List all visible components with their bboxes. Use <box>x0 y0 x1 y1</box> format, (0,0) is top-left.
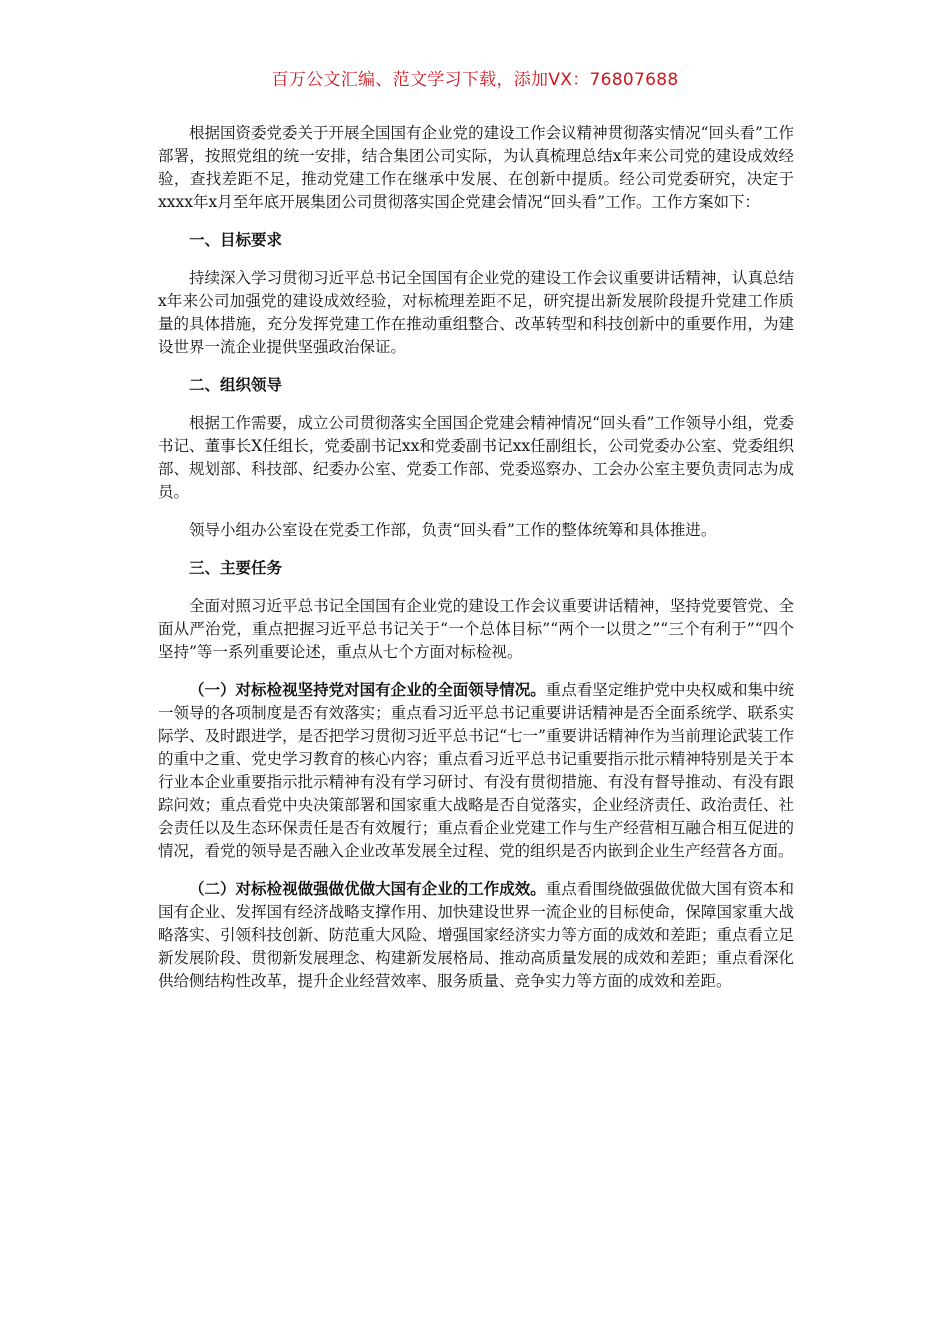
task-item-1-lead: （一）对标检视坚持党对国有企业的全面领导情况。 <box>189 681 546 699</box>
task-item-1-body: 重点看坚定维护党中央权威和集中统一领导的各项制度是否有效落实；重点看习近平总书记重要讲话精神是否全面系统学、联系实际学、及时跟进学，是否把学习贯彻习近平总书记“七一”重要讲话精神作为当前理论武装工作的重中之重、党史学习教育的核心内容；重点看习近平总书记重要指示批示精神特别是关于本行业本企业重要指示批示精神有没有学习研讨、有没有贯彻措施、有没有督导推动、有没有跟踪问效；重点看党中央决策部署和国家重大战略是否自觉落实，企业经济责任、政治责任、社会责任以及生态环保责任是否有效履行；重点看企业党建工作与生产经营相互融合相互促进的情况，看党的领导是否融入企业改革发展全过程、党的组织是否内嵌到企业生产经营各方面。 <box>158 681 794 860</box>
task-item-2-lead: （二）对标检视做强做优做大国有企业的工作成效。 <box>189 880 546 898</box>
task-item-2 <box>158 878 794 993</box>
task-item-2-body: 重点看围绕做强做优做大国有资本和国有企业、发挥国有经济战略支撑作用、加快建设世界一流企业的目标使命，保障国家重大战略落实、引领科技创新、防范重大风险、增强国家经济实力等方面的成效和差距；重点看立足新发展阶段、贯彻新发展理念、构建新发展格局、推动高质量发展的成效和差距；重点看深化供给侧结构性改革，提升企业经营效率、服务质量、竞争实力等方面的成效和差距。 <box>158 880 794 990</box>
section-organization-body-1: 根据工作需要，成立公司贯彻落实全国国企党建会精神情况“回头看”工作领导小组，党委书记、董事长X任组长，党委副书记xx和党委副书记xx任副组长，公司党委办公室、党委组织部、规划部、科技部、纪委办公室、党委工作部、党委巡察办、工会办公室主要负责同志为成员。 <box>158 414 794 501</box>
section-heading-tasks: 三、主要任务 <box>189 559 283 577</box>
section-tasks-body: 全面对照习近平总书记全国国有企业党的建设工作会议重要讲话精神，坚持党要管党、全面从严治党，重点把握习近平总书记关于“一个总体目标”“两个一以贯之”“三个有利于”“四个坚持”等一系列重要论述，重点从七个方面对标检视。 <box>158 597 794 661</box>
section-goals-body: 持续深入学习贯彻习近平总书记全国国有企业党的建设工作会议重要讲话精神，认真总结x年来公司加强党的建设成效经验，对标梳理差距不足，研究提出新发展阶段提升党建工作质量的具体措施，充分发挥党建工作在推动重组整合、改革转型和科技创新中的重要作用，为建设世界一流企业提供坚强政治保证。 <box>158 269 794 356</box>
watermark-banner: 百万公文汇编、范文学习下载，添加VX：76807688 <box>271 70 679 90</box>
section-heading-organization: 二、组织领导 <box>189 376 283 394</box>
section-organization-body-2: 领导小组办公室设在党委工作部，负责“回头看”工作的整体统筹和具体推进。 <box>189 521 717 539</box>
document-body <box>158 122 794 1008</box>
intro-paragraph: 根据国资委党委关于开展全国国有企业党的建设工作会议精神贯彻落实情况“回头看”工作部署，按照党组的统一安排，结合集团公司实际，为认真梳理总结x年来公司党的建设成效经验，查找差距不足，推动党建工作在继承中发展、在创新中提质。经公司党委研究，决定于xxxx年x月至年底开展集团公司贯彻落实国企党建会情况“回头看”工作。工作方案如下： <box>158 124 794 211</box>
task-item-1 <box>158 679 794 863</box>
section-heading-goals: 一、目标要求 <box>189 231 283 249</box>
